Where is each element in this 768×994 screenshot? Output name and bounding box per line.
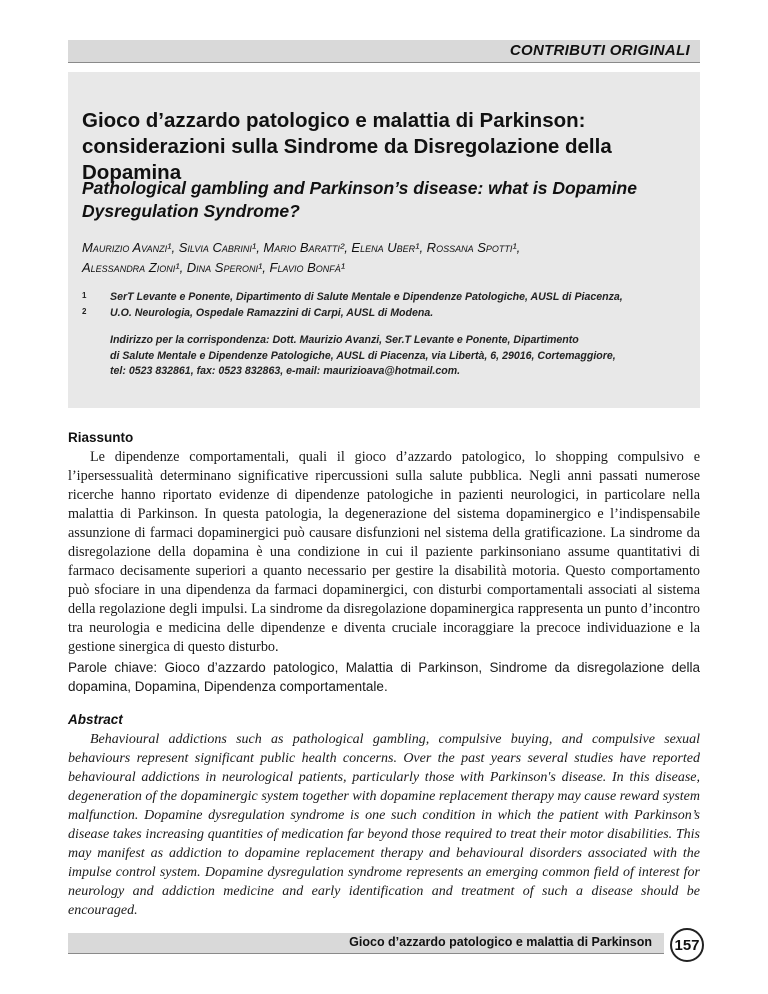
affiliation-item: [82, 290, 692, 306]
correspondence-line: di Salute Mentale e Dipendenze Patologiche, AUSL di Piacenza, via Libertà, 6, 29016, Cortemaggiore,: [110, 349, 616, 362]
riassunto-text: Le dipendenze comportamentali, quali il gioco d’azzardo patologico, lo shopping compulsivo e l’ipersessualità determinano significative ripercussioni sulla salute pubblica. Negli anni passati numerose ricerche hanno riportato evidenze di dipendenze patologiche in pazienti neurologici, in particolare nella malattia di Parkinson. In questa patologia, la degenerazione del sistema dopaminergico e l’indispensabile assunzione di farmaci dopaminergici può causare disfunzioni nel sistema della gratificazione. La sindrome da disregolazione della dopamina è una condizione in cui il paziente parkinsoniano assume quantitativi di farmaco decisamente superiori a quanto necessario per gestire la disabilità motoria. Questo comportamento può sfociare in una dipendenza da farmaci dopaminergici, con disturbi comportamentali associati al sistema della regolazione degli impulsi. La sindrome da disregolazione dopaminergica rappresenta un punto d’incontro tra neurologia e medicina delle dipendenze e diventa cruciale incoraggiare la precoce individuazione e la gestione sinergica di questo disturbo.: [68, 449, 700, 655]
page-number-badge: [670, 928, 704, 962]
section-header-bar: [68, 40, 700, 63]
article-title-english: Pathological gambling and Parkinson’s disease: what is Dopamine Dysregulation Syndrome?: [82, 178, 637, 221]
authors-line-2: Alessandra Zioni¹, Dina Speroni¹, Flavio Bonfà¹: [82, 260, 346, 275]
affiliation-number: 2: [82, 306, 87, 316]
section-label: CONTRIBUTI ORIGINALI: [509, 42, 690, 59]
author-list: [82, 238, 682, 278]
authors-line-1: Maurizio Avanzi¹, Silvia Cabrini¹, Mario Baratti², Elena Uber¹, Rossana Spotti¹,: [82, 240, 521, 255]
abstract-heading: Abstract: [68, 712, 123, 727]
keywords: Parole chiave: Gioco d’azzardo patologico, Malattia di Parkinson, Sindrome da disregolazione della dopamina, Dopamina, Dipendenza comportamentale.: [68, 660, 700, 694]
riassunto-heading: Riassunto: [68, 430, 134, 445]
page-number: 157: [674, 936, 700, 954]
affiliation-item: [82, 306, 692, 322]
affiliation-number: 1: [82, 291, 87, 300]
affiliations: [82, 290, 692, 321]
footer-bar: [68, 933, 664, 954]
abstract-text: Behavioural addictions such as pathological gambling, compulsive buying, and compulsive sexual behaviours represent significant public health concerns. Over the past years several studies have reported behavioural addictions in neurological patients, particularly those with Parkinson's disease. In this disease, degeneration of the dopaminergic system together with dopamine replacement therapy may cause reward system malfunction. Dopamine dysregulation syndrome is one such condition in which the patient with Parkinson’s disease takes increasing quantities of medication far beyond those required to treat their motor disabilities. This may manifest as addiction to dopamine replacement therapy and behavioural disorders associated with the impulse control system. Dopamine dysregulation syndrome represents an emerging common field of interest for neurology and addiction medicine and early identification and treatment of such a disease should be encouraged.: [68, 732, 700, 918]
article-title-italian: Gioco d’azzardo patologico e malattia di Parkinson: considerazioni sulla Sindrome da Disregolazione della Dopamina: [82, 109, 612, 184]
running-title: Gioco d’azzardo patologico e malattia di Parkinson: [349, 935, 652, 949]
correspondence-line: Indirizzo per la corrispondenza: Dott. Maurizio Avanzi, Ser.T Levante e Ponente, Dipartimento: [110, 334, 579, 346]
correspondence-address: [110, 333, 700, 380]
correspondence-line: tel: 0523 832861, fax: 0523 832863, e-mail: maurizioava@hotmail.com.: [110, 365, 461, 377]
affiliation-text: U.O. Neurologia, Ospedale Ramazzini di Carpi, AUSL di Modena.: [110, 306, 434, 319]
affiliation-text: SerT Levante e Ponente, Dipartimento di Salute Mentale e Dipendenze Patologiche, AUSL di Piacenza,: [110, 291, 623, 303]
